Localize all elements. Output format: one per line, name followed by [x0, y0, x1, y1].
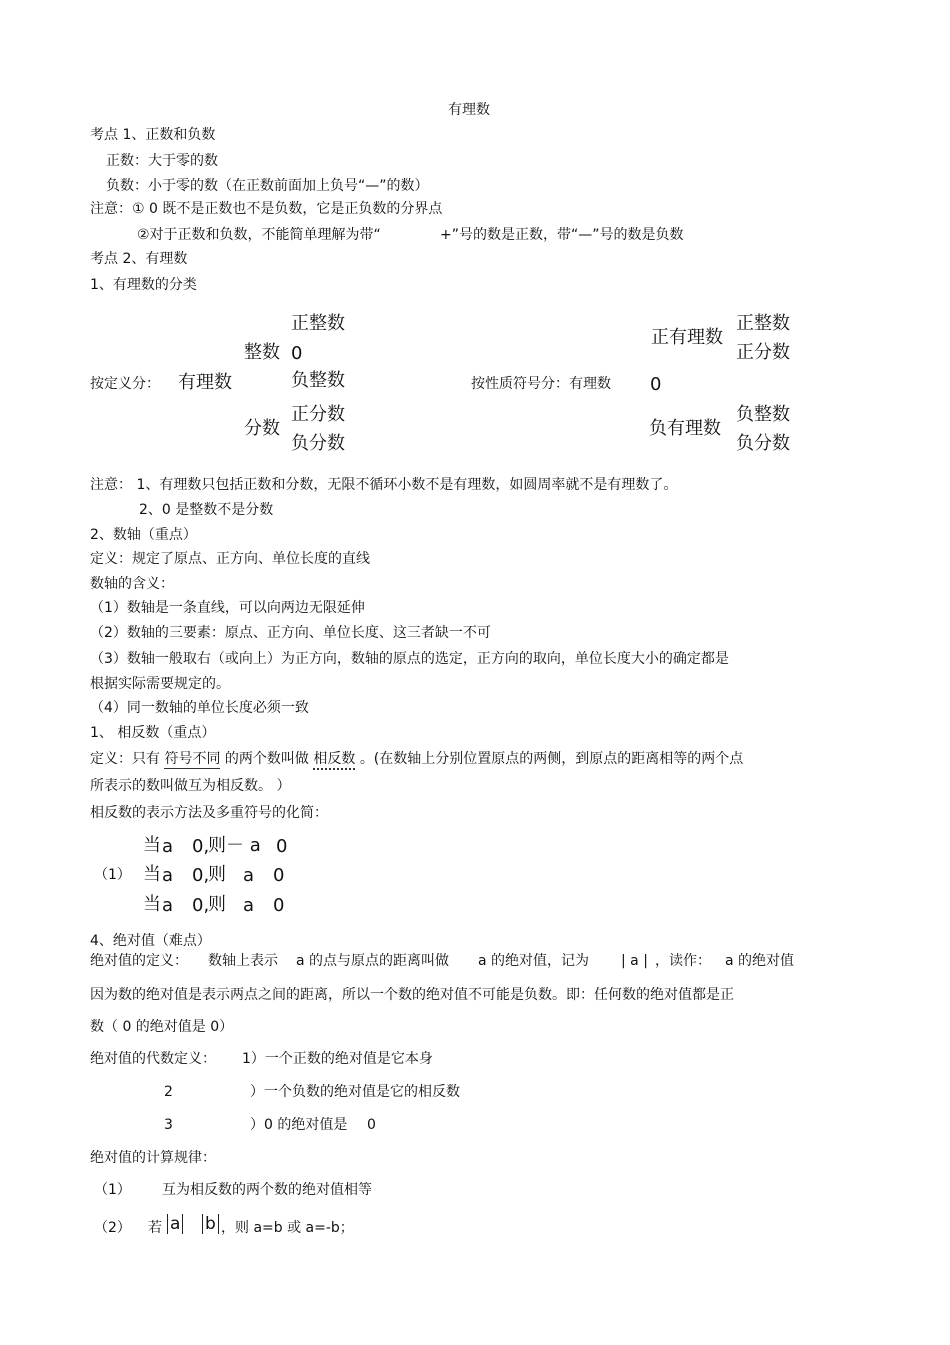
by-def-pos-int: 正整数: [291, 313, 345, 334]
case3-when: 当: [143, 894, 161, 915]
axis-point-1: （1）数轴是一条直线，可以向两边无限延伸: [90, 600, 365, 616]
section-heading-k1: 考点 1、正数和负数: [90, 127, 216, 143]
abs-reason-a: 因为数的绝对值是表示两点之间的距离，所以一个数的绝对值不可能是负数。即：任何数的绝对值都是正: [90, 987, 734, 1003]
by-def-fraction: 分数: [244, 418, 280, 439]
abs-def-7: a 的绝对值: [725, 953, 795, 969]
abs-b-expression: b: [202, 1214, 219, 1234]
by-def-integer: 整数: [244, 342, 280, 363]
abs-alg-4: ）0 的绝对值是: [250, 1117, 348, 1133]
by-sign-pos-rat: 正有理数: [651, 327, 723, 348]
opposite-def-c: 。(在数轴上分别位置原点的两侧，到原点的距离相等的两个点: [359, 751, 744, 767]
abs-def-6: ，读作：: [655, 953, 711, 969]
rational-note-1: 注意： 1、有理数只包括正数和分数，无限不循环小数不是有理数，如圆周率就不是有理数了。: [90, 477, 678, 493]
case3-then: 则: [208, 894, 226, 915]
case2-when: 当: [143, 864, 161, 885]
abs-def-3: a 的点与原点的距离叫做: [296, 953, 450, 969]
abs-rules-heading: 绝对值的计算规律：: [90, 1150, 216, 1166]
by-sign-neg-int: 负整数: [736, 404, 790, 425]
positive-def: 正数：大于零的数: [106, 153, 218, 169]
by-sign-pos-frac: 正分数: [736, 342, 790, 363]
abs-reason-b: 数（ 0 的绝对值是 0）: [90, 1019, 234, 1035]
opposite-heading: 1、 相反数（重点）: [90, 725, 216, 741]
by-sign-label: 按性质符号分：有理数: [471, 376, 611, 392]
opposite-def-b: 的两个数叫做: [224, 751, 309, 767]
by-sign-pos-int: 正整数: [736, 313, 790, 334]
by-def-zero: 0: [291, 343, 303, 364]
by-def-neg-frac: 负分数: [291, 433, 345, 454]
by-def-label: 按定义分：: [90, 376, 160, 392]
opposite-def-underline-2: 相反数: [313, 751, 355, 770]
abs-rule-2-abs-b: [202, 1215, 219, 1234]
case2-a2: a: [243, 865, 255, 886]
case1-then: 则－ a: [208, 835, 261, 856]
case2-result: 0: [273, 865, 285, 886]
abs-def-5: | a |: [621, 953, 648, 969]
axis-heading: 2、数轴（重点）: [90, 527, 197, 543]
case2-then: 则: [208, 864, 226, 885]
case-number: （1）: [94, 867, 131, 883]
case1-result: 0: [276, 836, 288, 857]
opposite-def-underline-1: 符号不同: [164, 751, 221, 767]
note-sign-b: +”号的数是正数，带“—”号的数是负数: [440, 227, 684, 243]
abs-def-2: 数轴上表示: [208, 953, 278, 969]
opposite-def-a: 定义：只有: [90, 751, 160, 767]
note-sign-a: ②对于正数和负数，不能简单理解为带“: [137, 227, 381, 243]
section-heading-k2: 考点 2、有理数: [90, 251, 188, 267]
abs-alg-1: 绝对值的代数定义：: [90, 1051, 216, 1067]
by-sign-neg-frac: 负分数: [736, 433, 790, 454]
axis-point-3b: 根据实际需要规定的。: [90, 676, 230, 692]
abs-alg-4-num: 3: [164, 1117, 173, 1133]
axis-meaning: 数轴的含义：: [90, 576, 174, 592]
by-sign-zero: 0: [650, 374, 662, 395]
abs-alg-3-num: 2: [164, 1084, 173, 1100]
abs-alg-3: ）一个负数的绝对值是它的相反数: [250, 1084, 460, 1100]
abs-rule-2-if: 若: [148, 1220, 162, 1236]
opposite-def-line: [90, 750, 743, 768]
case3-a2: a: [243, 895, 255, 916]
abs-a-expression: a: [167, 1214, 183, 1234]
abs-rule-2-abs-a: [167, 1215, 183, 1234]
case3-a: a: [162, 895, 174, 916]
abs-def-1: 绝对值的定义：: [90, 953, 188, 969]
by-def-root: 有理数: [178, 372, 232, 393]
case2-zero: 0,: [192, 865, 210, 886]
opposite-simplify: 相反数的表示方法及多重符号的化简：: [90, 805, 328, 821]
case1-a: a: [162, 836, 174, 857]
note-zero: 注意：① 0 既不是正数也不是负数，它是正负数的分界点: [90, 201, 443, 217]
abs-rule-2-then: ，则 a=b 或 a=-b；: [221, 1220, 354, 1236]
abs-rule-1-num: （1）: [94, 1182, 131, 1198]
case1-when: 当: [143, 835, 161, 856]
abs-rule-1: 互为相反数的两个数的绝对值相等: [162, 1182, 372, 1198]
case3-zero: 0,: [192, 895, 210, 916]
abs-def-4: a 的绝对值，记为: [478, 953, 590, 969]
axis-point-3a: （3）数轴一般取右（或向上）为正方向，数轴的原点的选定，正方向的取向，单位长度大小的确定都是: [90, 651, 729, 667]
by-sign-neg-rat: 负有理数: [649, 418, 721, 439]
rational-note-2: 2、0 是整数不是分数: [139, 502, 274, 518]
page-title: 有理数: [448, 102, 490, 118]
opposite-def-d: 所表示的数叫做互为相反数。 ）: [90, 778, 291, 794]
axis-point-4: （4）同一数轴的单位长度必须一致: [90, 700, 309, 716]
case2-a: a: [162, 865, 174, 886]
abs-alg-2: 1）一个正数的绝对值是它本身: [242, 1051, 433, 1067]
case1-zero: 0,: [192, 836, 210, 857]
axis-point-2: （2）数轴的三要素：原点、正方向、单位长度、这三者缺一不可: [90, 625, 491, 641]
abs-heading: 4、绝对值（难点）: [90, 933, 211, 949]
by-def-neg-int: 负整数: [291, 370, 345, 391]
negative-def: 负数：小于零的数（在正数前面加上负号“—”的数）: [106, 178, 429, 194]
case3-result: 0: [273, 895, 285, 916]
by-def-pos-frac: 正分数: [291, 404, 345, 425]
axis-def: 定义：规定了原点、正方向、单位长度的直线: [90, 551, 370, 567]
abs-alg-4-zero: 0: [367, 1117, 376, 1133]
abs-rule-2-num: （2）: [94, 1220, 131, 1236]
classify-heading: 1、有理数的分类: [90, 277, 197, 293]
